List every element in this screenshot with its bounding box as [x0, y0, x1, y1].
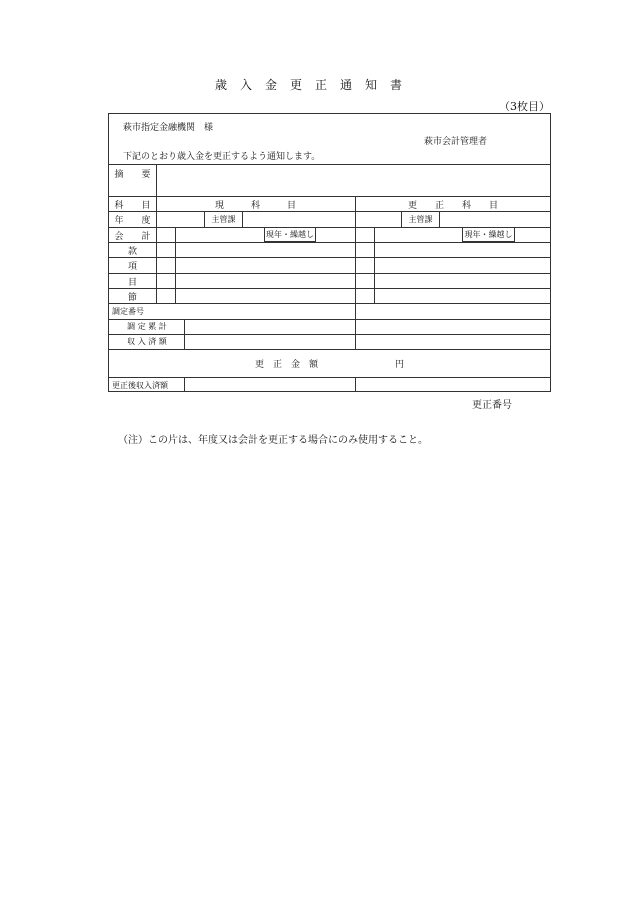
copy-number-label: （3枚目） — [499, 100, 550, 113]
rule-line — [184, 319, 185, 349]
assessment-number-label: 調定番号 — [112, 307, 144, 316]
rule-line — [184, 377, 185, 392]
revision-number-label: 更正番号 — [472, 400, 512, 411]
usage-note: （注）この片は、年度又は会計を更正する場合にのみ使用すること。 — [118, 435, 428, 446]
revised-collected-label: 更正後収入済額 — [112, 381, 168, 390]
revised-year-type-box: 現年・繰越し — [462, 227, 515, 242]
rule-line — [355, 196, 356, 349]
yen-unit: 円 — [395, 360, 405, 370]
assessment-total-label: 調 定 累 計 — [127, 322, 167, 331]
document-title: 歳入金更正通知書 — [214, 78, 415, 92]
rule-line — [109, 334, 550, 335]
revised-dept-label: 主管課 — [408, 215, 433, 224]
rule-line — [109, 303, 550, 304]
current-dept-label: 主管課 — [211, 215, 236, 224]
summary-label: 摘 要 — [114, 170, 151, 180]
notice-form — [108, 113, 551, 392]
rule-line — [109, 164, 550, 165]
recipient-text: 萩市指定金融機関 様 — [123, 123, 214, 133]
correction-amount-label: 更 正 金 額 — [255, 360, 319, 370]
setsu-label: 節 — [127, 293, 137, 303]
rule-line — [156, 164, 157, 304]
rule-line — [242, 211, 243, 227]
current-subject-header: 現 科 目 — [214, 201, 296, 211]
kou-label: 項 — [127, 262, 137, 272]
accounting-label: 会 計 — [114, 232, 151, 242]
current-year-type-box: 現年・繰越し — [264, 227, 316, 242]
rule-line — [109, 319, 550, 320]
fiscal-year-label: 年 度 — [114, 216, 151, 226]
rule-line — [109, 349, 550, 350]
notice-message: 下記のとおり歳入金を更正するよう通知します。 — [123, 152, 321, 162]
moku-label: 目 — [127, 278, 137, 288]
issuer-text: 萩市会計管理者 — [424, 137, 488, 147]
rule-line — [109, 377, 550, 378]
rule-line — [355, 377, 356, 392]
rule-line — [374, 227, 375, 303]
subject-label: 科 目 — [114, 201, 151, 211]
rule-line — [109, 196, 550, 197]
revised-subject-header: 更 正 科 目 — [407, 201, 498, 211]
collected-amount-label: 収 入 済 額 — [127, 337, 167, 346]
rule-line — [439, 211, 440, 227]
rule-line — [109, 211, 550, 212]
kan-label: 款 — [127, 247, 137, 257]
rule-line — [175, 227, 176, 303]
